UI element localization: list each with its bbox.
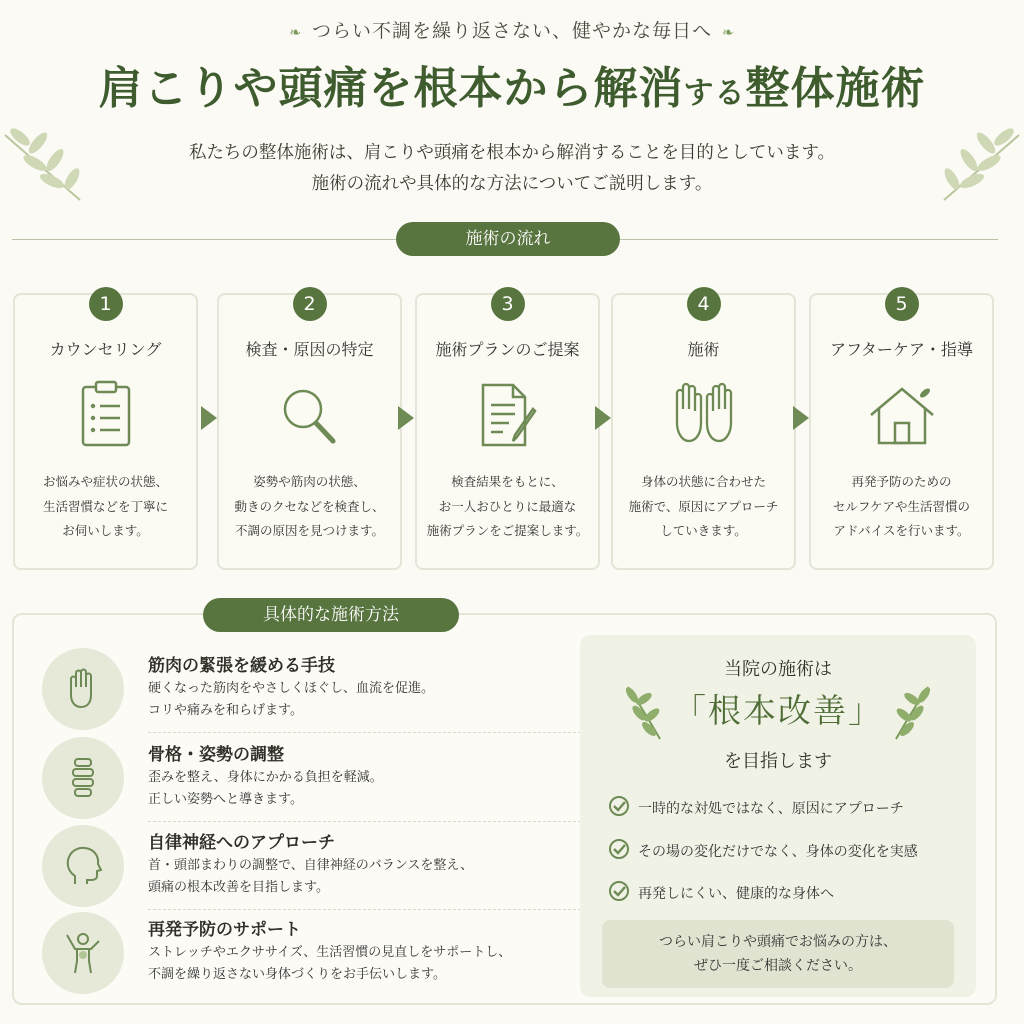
step-desc: [613, 470, 794, 544]
step-desc-line: していきます。: [660, 523, 747, 538]
consult-box: [602, 920, 954, 988]
step-number: 4: [687, 287, 721, 321]
step-title: 検査・原因の特定: [245, 340, 374, 359]
step-desc-line: アドバイスを行います。: [833, 523, 970, 538]
check-text: 一時的な対処ではなく、原因にアプローチ: [638, 801, 904, 817]
spine-icon: [42, 737, 124, 819]
check-text: その場の変化だけでなく、身体の変化を実感: [638, 844, 918, 860]
step-arrow-icon: [398, 406, 414, 430]
method-desc: [148, 942, 511, 986]
step-title: カウンセリング: [49, 340, 162, 359]
step-desc-line: お悩みや症状の状態、: [42, 474, 168, 489]
step-desc: [417, 470, 598, 544]
check-circle-icon: [608, 795, 630, 821]
flow-heading: 施術の流れ: [396, 222, 620, 256]
check-circle-icon: [608, 880, 630, 906]
method-divider: [148, 732, 586, 733]
step-arrow-icon: [793, 406, 809, 430]
check-text: 再発しにくい、健康的な身体へ: [638, 886, 834, 902]
method-desc-line: コリや痛みを和らげます。: [148, 703, 303, 718]
intro-text: [0, 138, 1024, 200]
step-card: [809, 293, 994, 570]
consult-line: つらい肩こりや頭痛でお悩みの方は、: [659, 934, 897, 950]
house-icon: [867, 379, 937, 451]
step-desc-line: 検査結果をもとに、: [451, 474, 564, 489]
check-item: [608, 795, 904, 821]
step-desc-line: 身体の状態に合わせた: [640, 474, 766, 489]
check-item: [608, 880, 834, 906]
method-divider: [148, 909, 586, 910]
step-title: アフターケア・指導: [830, 340, 973, 359]
panel-highlight: 「根本改善」: [673, 691, 883, 730]
method-title: 再発予防のサポート: [148, 920, 301, 940]
method-title: 筋肉の緊張を緩める手技: [148, 656, 335, 676]
commitment-panel: [580, 635, 976, 997]
step-title: 施術: [687, 340, 720, 359]
step-card: [217, 293, 402, 570]
sprig-icon: ❧: [289, 25, 302, 41]
step-desc-line: 再発予防のための: [851, 474, 952, 489]
method-title: 骨格・姿勢の調整: [148, 745, 284, 765]
tagline: [0, 16, 1024, 43]
method-desc: [148, 855, 473, 899]
step-number: 2: [293, 287, 327, 321]
step-desc-line: 施術プランをご提案します。: [426, 523, 589, 538]
method-desc-line: 不調を繰り返さない身体づくりをお手伝いします。: [148, 967, 446, 982]
step-number: 5: [885, 287, 919, 321]
page-title: [0, 52, 1024, 116]
title-part1: 肩こりや頭痛を根本から解消: [98, 63, 684, 114]
hand-icon: [42, 648, 124, 730]
intro-line: 私たちの整体施術は、肩こりや頭痛を根本から解消することを目的としています。: [188, 143, 836, 163]
stretching-person-icon: [42, 912, 124, 994]
panel-lead: 当院の施術は: [724, 659, 832, 680]
step-number: 1: [89, 287, 123, 321]
step-desc: [15, 470, 196, 544]
panel-sub: を目指します: [724, 751, 832, 772]
methods-heading: 具体的な施術方法: [203, 598, 459, 632]
step-title: 施術プランのご提案: [435, 340, 580, 359]
clipboard-icon: [71, 379, 141, 451]
step-number: 3: [491, 287, 525, 321]
hands-icon: [669, 379, 739, 451]
method-title: 自律神経へのアプローチ: [148, 833, 335, 853]
step-desc-line: 不調の原因を見つけます。: [234, 523, 384, 538]
step-desc: [219, 470, 400, 544]
step-desc-line: 姿勢や筋肉の状態、: [253, 474, 366, 489]
document-pen-icon: [473, 379, 543, 451]
step-card: [13, 293, 198, 570]
step-desc-line: 動きのクセなどを検査し、: [234, 498, 385, 514]
step-desc-line: お伺いします。: [62, 523, 149, 538]
sprig-icon: ❧: [722, 25, 735, 41]
step-desc-line: お一人おひとりに最適な: [438, 498, 577, 514]
check-circle-icon: [608, 838, 630, 864]
title-small: する: [683, 76, 746, 111]
head-profile-icon: [42, 825, 124, 907]
method-desc-line: 頭痛の根本改善を目指します。: [148, 880, 329, 895]
step-desc-line: 施術で、原因にアプローチ: [628, 498, 779, 514]
intro-line: 施術の流れや具体的な方法についてご説明します。: [311, 174, 713, 194]
check-item: [608, 838, 918, 864]
step-arrow-icon: [201, 406, 217, 430]
method-desc: [148, 767, 383, 811]
step-card: [611, 293, 796, 570]
step-desc-line: セルフケアや生活習慣の: [832, 498, 971, 514]
magnifier-icon: [275, 379, 345, 451]
method-desc-line: 歪みを整え、身体にかかる負担を軽減。: [148, 770, 383, 785]
step-desc: [811, 470, 992, 544]
step-desc-line: 生活習慣などを丁寧に: [42, 498, 168, 514]
method-desc-line: ストレッチやエクササイズ、生活習慣の見直しをサポートし、: [148, 945, 512, 960]
tagline-text: つらい不調を繰り返さない、健やかな毎日へ: [311, 20, 712, 42]
method-desc-line: 硬くなった筋肉をやさしくほぐし、血流を促進。: [148, 681, 435, 696]
method-desc-line: 正しい姿勢へと導きます。: [148, 792, 303, 807]
step-card: [415, 293, 600, 570]
method-desc-line: 首・頭部まわりの調整で、自律神経のバランスを整え、: [148, 858, 474, 873]
step-arrow-icon: [595, 406, 611, 430]
consult-line: ぜひ一度ご相談ください。: [694, 958, 862, 974]
method-desc: [148, 678, 434, 722]
method-divider: [148, 821, 586, 822]
title-part2: 整体施術: [745, 63, 926, 114]
